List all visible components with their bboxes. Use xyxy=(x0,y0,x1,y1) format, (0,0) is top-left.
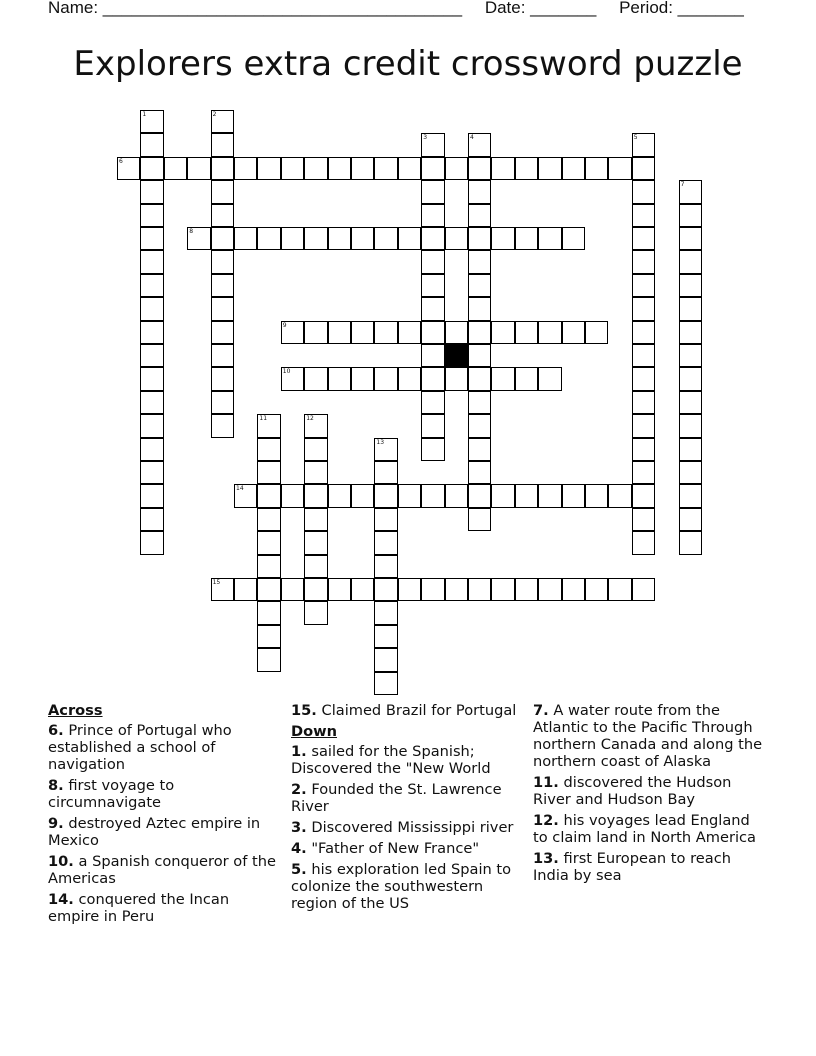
crossword-cell[interactable] xyxy=(538,321,561,344)
crossword-cell[interactable] xyxy=(140,508,163,531)
crossword-cell[interactable] xyxy=(140,438,163,461)
crossword-cell[interactable] xyxy=(257,578,280,601)
crossword-cell[interactable] xyxy=(421,321,444,344)
clue-text: Prince of Portugal who established a school of navigation xyxy=(48,722,232,773)
black-square xyxy=(445,344,468,367)
crossword-cell[interactable] xyxy=(515,367,538,390)
crossword-cell[interactable] xyxy=(632,274,655,297)
crossword-cell[interactable] xyxy=(608,578,631,601)
crossword-cell[interactable] xyxy=(257,157,280,180)
crossword-cell[interactable] xyxy=(140,414,163,437)
crossword-cell[interactable] xyxy=(421,157,444,180)
crossword-cell[interactable] xyxy=(374,555,397,578)
clue-number-label: 8 xyxy=(189,228,194,235)
crossword-cell[interactable] xyxy=(421,578,444,601)
clue-number: 3. xyxy=(291,819,307,836)
crossword-cell[interactable] xyxy=(234,227,257,250)
crossword-cell[interactable] xyxy=(257,531,280,554)
clue-text: Founded the St. Lawrence River xyxy=(291,781,502,815)
crossword-cell[interactable] xyxy=(304,531,327,554)
crossword-cell[interactable] xyxy=(608,484,631,507)
crossword-cell[interactable] xyxy=(562,321,585,344)
clue-text: his exploration led Spain to colonize the southwestern region of the US xyxy=(291,861,512,912)
crossword-cell[interactable] xyxy=(140,531,163,554)
clue-number-label: 7 xyxy=(680,181,685,189)
crossword-cell[interactable] xyxy=(328,321,351,344)
crossword-cell[interactable] xyxy=(140,250,163,273)
clue-down-3 xyxy=(291,819,523,836)
crossword-cell[interactable] xyxy=(468,414,491,437)
crossword-cell[interactable] xyxy=(211,297,234,320)
crossword-cell[interactable] xyxy=(211,367,234,390)
crossword-cell[interactable] xyxy=(632,157,655,180)
clue-number-label: 10 xyxy=(282,368,291,376)
crossword-cell[interactable] xyxy=(257,625,280,648)
clue-number-label: 6 xyxy=(119,157,123,165)
crossword-cell[interactable] xyxy=(632,250,655,273)
crossword-cell[interactable] xyxy=(304,484,327,507)
crossword-cell[interactable] xyxy=(679,414,702,437)
crossword-cell[interactable] xyxy=(632,461,655,484)
crossword-cell[interactable] xyxy=(632,297,655,320)
crossword-cell[interactable] xyxy=(421,180,444,203)
crossword-cell[interactable] xyxy=(562,578,585,601)
crossword-cell[interactable] xyxy=(351,321,374,344)
crossword-cell[interactable] xyxy=(374,227,397,250)
crossword-cell[interactable] xyxy=(281,484,304,507)
clue-number: 10. xyxy=(48,853,74,870)
crossword-cell[interactable] xyxy=(398,227,421,250)
clue-column-3 xyxy=(533,702,765,888)
crossword-cell[interactable] xyxy=(398,578,421,601)
date-field[interactable]: Date: _______ xyxy=(484,0,597,17)
clue-text: Claimed Brazil for Portugal xyxy=(321,702,517,719)
crossword-cell[interactable] xyxy=(632,367,655,390)
crossword-cell[interactable] xyxy=(421,227,444,250)
crossword-cell[interactable] xyxy=(374,531,397,554)
clue-column-1 xyxy=(48,702,280,929)
crossword-cell[interactable] xyxy=(328,227,351,250)
crossword-cell[interactable] xyxy=(421,391,444,414)
crossword-cell[interactable] xyxy=(351,484,374,507)
crossword-cell[interactable] xyxy=(234,578,257,601)
crossword-cell[interactable] xyxy=(140,157,163,180)
crossword-cell[interactable] xyxy=(468,227,491,250)
crossword-cell[interactable] xyxy=(211,250,234,273)
crossword-cell[interactable] xyxy=(679,508,702,531)
crossword-cell[interactable] xyxy=(257,484,280,507)
crossword-cell[interactable] xyxy=(632,180,655,203)
crossword-cell[interactable] xyxy=(562,484,585,507)
crossword-cell[interactable] xyxy=(281,227,304,250)
crossword-cell[interactable] xyxy=(491,157,514,180)
crossword-cell[interactable] xyxy=(538,578,561,601)
crossword-cell[interactable] xyxy=(304,508,327,531)
crossword-cell[interactable] xyxy=(304,367,327,390)
crossword-cell[interactable] xyxy=(257,508,280,531)
crossword-cell[interactable] xyxy=(679,297,702,320)
crossword-cell[interactable] xyxy=(515,157,538,180)
crossword-cell[interactable] xyxy=(374,508,397,531)
crossword-cell[interactable] xyxy=(140,344,163,367)
name-field[interactable]: Name: ______________________________________ xyxy=(48,0,463,17)
clue-across-6 xyxy=(48,722,280,773)
crossword-cell[interactable] xyxy=(468,180,491,203)
crossword-cell[interactable] xyxy=(257,461,280,484)
crossword-cell[interactable] xyxy=(468,344,491,367)
crossword-cell[interactable] xyxy=(211,414,234,437)
crossword-cell[interactable] xyxy=(421,297,444,320)
crossword-cell[interactable] xyxy=(632,438,655,461)
crossword-cell[interactable] xyxy=(351,157,374,180)
crossword-cell[interactable] xyxy=(164,157,187,180)
crossword-cell[interactable] xyxy=(679,274,702,297)
crossword-cell[interactable] xyxy=(468,461,491,484)
crossword-cell[interactable] xyxy=(211,227,234,250)
crossword-cell[interactable] xyxy=(281,578,304,601)
crossword-cell[interactable] xyxy=(304,157,327,180)
crossword-cell[interactable] xyxy=(538,484,561,507)
crossword-cell[interactable] xyxy=(140,274,163,297)
crossword-cell[interactable] xyxy=(468,250,491,273)
down-heading: Down xyxy=(291,723,338,740)
clue-text: A water route from the Atlantic to the Pacific Through northern Canada and along the northern coast of Alaska xyxy=(533,702,763,770)
clue-down-11 xyxy=(533,774,765,808)
crossword-cell[interactable] xyxy=(257,555,280,578)
crossword-cell[interactable] xyxy=(445,227,468,250)
crossword-cell[interactable] xyxy=(140,484,163,507)
crossword-cell[interactable] xyxy=(257,601,280,624)
clue-down-4 xyxy=(291,840,523,857)
clue-down-7 xyxy=(533,702,765,770)
crossword-cell[interactable] xyxy=(398,484,421,507)
crossword-cell[interactable] xyxy=(632,414,655,437)
crossword-cell[interactable] xyxy=(304,227,327,250)
crossword-cell[interactable] xyxy=(632,578,655,601)
crossword-cell[interactable] xyxy=(468,367,491,390)
crossword-cell[interactable] xyxy=(234,157,257,180)
crossword-cell[interactable] xyxy=(679,367,702,390)
crossword-cell[interactable] xyxy=(421,438,444,461)
crossword-cell[interactable] xyxy=(257,648,280,671)
crossword-cell[interactable] xyxy=(468,391,491,414)
crossword-cell[interactable] xyxy=(468,508,491,531)
crossword-cell[interactable] xyxy=(468,274,491,297)
crossword-cell[interactable] xyxy=(328,578,351,601)
across-heading: Across xyxy=(48,702,103,719)
clue-number: 15. xyxy=(291,702,317,719)
clue-across-10 xyxy=(48,853,280,887)
crossword-cell[interactable] xyxy=(515,578,538,601)
clue-text: Discovered Mississippi river xyxy=(311,819,514,836)
crossword-cell[interactable] xyxy=(468,321,491,344)
clue-number: 5. xyxy=(291,861,307,878)
crossword-cell[interactable] xyxy=(421,274,444,297)
crossword-cell[interactable] xyxy=(585,157,608,180)
clue-number-label: 9 xyxy=(282,321,287,329)
crossword-cell[interactable] xyxy=(468,484,491,507)
crossword-cell[interactable] xyxy=(679,484,702,507)
crossword-cell[interactable] xyxy=(445,321,468,344)
crossword-cell[interactable] xyxy=(515,321,538,344)
clue-number: 14. xyxy=(48,891,74,908)
crossword-cell[interactable] xyxy=(491,484,514,507)
crossword-cell[interactable] xyxy=(585,578,608,601)
clue-text: sailed for the Spanish; Discovered the "New World xyxy=(291,743,491,777)
clue-number: 2. xyxy=(291,781,307,798)
crossword-cell[interactable] xyxy=(632,344,655,367)
clue-number: 6. xyxy=(48,722,64,739)
clue-across-15 xyxy=(291,702,523,719)
clue-number: 9. xyxy=(48,815,64,832)
crossword-cell[interactable] xyxy=(585,321,608,344)
clue-number-label: 1 xyxy=(142,111,147,118)
crossword-cell[interactable] xyxy=(304,321,327,344)
crossword-cell[interactable] xyxy=(445,367,468,390)
clue-text: destroyed Aztec empire in Mexico xyxy=(48,815,261,849)
crossword-cell[interactable] xyxy=(211,180,234,203)
crossword-cell[interactable] xyxy=(328,367,351,390)
crossword-cell[interactable] xyxy=(374,578,397,601)
crossword-cell[interactable] xyxy=(374,461,397,484)
crossword-cell[interactable] xyxy=(421,204,444,227)
crossword-cell[interactable] xyxy=(632,227,655,250)
crossword-cell[interactable] xyxy=(351,227,374,250)
crossword-cell[interactable] xyxy=(351,367,374,390)
crossword-cell[interactable] xyxy=(257,227,280,250)
crossword-cell[interactable] xyxy=(257,438,280,461)
clue-text: first voyage to circumnavigate xyxy=(48,777,175,811)
crossword-cell[interactable] xyxy=(374,321,397,344)
crossword-cell[interactable] xyxy=(538,227,561,250)
crossword-cell[interactable] xyxy=(374,672,397,695)
crossword-cell[interactable] xyxy=(398,157,421,180)
clue-number-label: 11 xyxy=(259,415,268,423)
crossword-cell[interactable] xyxy=(445,157,468,180)
crossword-cell[interactable] xyxy=(398,367,421,390)
crossword-cell[interactable] xyxy=(211,204,234,227)
crossword-cell[interactable] xyxy=(679,344,702,367)
clue-number-label: 2 xyxy=(212,111,217,118)
crossword-cell[interactable] xyxy=(632,508,655,531)
clue-text: a Spanish conqueror of the Americas xyxy=(48,853,276,887)
crossword-cell[interactable] xyxy=(538,157,561,180)
crossword-cell[interactable] xyxy=(608,157,631,180)
crossword-cell[interactable] xyxy=(211,321,234,344)
crossword-cell[interactable] xyxy=(140,391,163,414)
clue-number: 11. xyxy=(533,774,559,791)
crossword-cell[interactable] xyxy=(632,484,655,507)
crossword-cell[interactable] xyxy=(632,321,655,344)
crossword-cell[interactable] xyxy=(211,157,234,180)
crossword-cell[interactable] xyxy=(491,227,514,250)
clue-text: his voyages lead England to claim land in North America xyxy=(533,812,756,846)
crossword-cell[interactable] xyxy=(515,484,538,507)
clue-down-5 xyxy=(291,861,523,912)
crossword-cell[interactable] xyxy=(491,367,514,390)
clue-number: 13. xyxy=(533,850,559,867)
crossword-cell[interactable] xyxy=(491,321,514,344)
crossword-cell[interactable] xyxy=(211,344,234,367)
crossword-cell[interactable] xyxy=(374,625,397,648)
crossword-cell[interactable] xyxy=(679,250,702,273)
crossword-cell[interactable] xyxy=(445,484,468,507)
crossword-cell[interactable] xyxy=(211,391,234,414)
crossword-cell[interactable] xyxy=(468,157,491,180)
crossword-cell[interactable] xyxy=(679,391,702,414)
clue-across-8 xyxy=(48,777,280,811)
clue-number: 1. xyxy=(291,743,307,760)
clue-number-label: 3 xyxy=(423,134,428,142)
crossword-cell[interactable] xyxy=(351,578,374,601)
clue-text: discovered the Hudson River and Hudson Bay xyxy=(533,774,732,808)
crossword-cell[interactable] xyxy=(140,204,163,227)
crossword-cell[interactable] xyxy=(468,297,491,320)
clue-across-14 xyxy=(48,891,280,925)
crossword-cell[interactable] xyxy=(679,438,702,461)
crossword-cell[interactable] xyxy=(421,484,444,507)
clue-down-1 xyxy=(291,743,523,777)
crossword-cell[interactable] xyxy=(140,367,163,390)
crossword-cell[interactable] xyxy=(140,321,163,344)
crossword-cell[interactable] xyxy=(679,531,702,554)
crossword-cell[interactable] xyxy=(328,484,351,507)
crossword-cell[interactable] xyxy=(304,438,327,461)
crossword-cell[interactable] xyxy=(468,204,491,227)
crossword-cell[interactable] xyxy=(421,344,444,367)
crossword-cell[interactable] xyxy=(374,648,397,671)
clue-down-12 xyxy=(533,812,765,846)
page-title: Explorers extra credit crossword puzzle xyxy=(73,44,743,84)
crossword-cell[interactable] xyxy=(328,157,351,180)
crossword-cell[interactable] xyxy=(304,601,327,624)
crossword-cell[interactable] xyxy=(140,180,163,203)
crossword-cell[interactable] xyxy=(468,578,491,601)
clue-number-label: 14 xyxy=(236,485,244,493)
crossword-cell[interactable] xyxy=(140,461,163,484)
clue-number-label: 15 xyxy=(212,579,221,586)
clue-number-label: 12 xyxy=(306,415,314,423)
crossword-cell[interactable] xyxy=(304,578,327,601)
crossword-cell[interactable] xyxy=(562,157,585,180)
clue-text: conquered the Incan empire in Peru xyxy=(48,891,230,925)
crossword-cell[interactable] xyxy=(374,484,397,507)
crossword-cell[interactable] xyxy=(421,414,444,437)
clue-down-2 xyxy=(291,781,523,815)
clue-across-9 xyxy=(48,815,280,849)
crossword-cell[interactable] xyxy=(562,227,585,250)
clue-down-13 xyxy=(533,850,765,884)
crossword-cell[interactable] xyxy=(211,133,234,156)
crossword-cell[interactable] xyxy=(140,133,163,156)
period-field[interactable]: Period: _______ xyxy=(619,0,744,17)
clue-text: first European to reach India by sea xyxy=(533,850,731,884)
crossword-cell[interactable] xyxy=(538,367,561,390)
crossword-cell[interactable] xyxy=(140,297,163,320)
crossword-cell[interactable] xyxy=(632,204,655,227)
crossword-cell[interactable] xyxy=(679,227,702,250)
crossword-cell[interactable] xyxy=(421,367,444,390)
crossword-cell[interactable] xyxy=(491,578,514,601)
crossword-cell[interactable] xyxy=(421,250,444,273)
crossword-cell[interactable] xyxy=(398,321,421,344)
clue-number: 12. xyxy=(533,812,559,829)
clue-number: 7. xyxy=(533,702,549,719)
crossword-cell[interactable] xyxy=(679,204,702,227)
crossword-cell[interactable] xyxy=(374,367,397,390)
clue-number: 8. xyxy=(48,777,64,794)
clue-column-2 xyxy=(291,702,523,916)
crossword-cell[interactable] xyxy=(304,461,327,484)
crossword-cell[interactable] xyxy=(140,227,163,250)
crossword-cell[interactable] xyxy=(632,391,655,414)
crossword-cell[interactable] xyxy=(445,578,468,601)
crossword-cell[interactable] xyxy=(679,461,702,484)
crossword-cell[interactable] xyxy=(632,531,655,554)
clue-number-label: 4 xyxy=(470,134,474,142)
clue-number-label: 5 xyxy=(633,134,638,142)
crossword-cell[interactable] xyxy=(281,157,304,180)
clue-text: "Father of New France" xyxy=(311,840,480,857)
crossword-cell[interactable] xyxy=(187,157,210,180)
crossword-cell[interactable] xyxy=(211,274,234,297)
crossword-cell[interactable] xyxy=(374,157,397,180)
crossword-cell[interactable] xyxy=(374,601,397,624)
crossword-cell[interactable] xyxy=(304,555,327,578)
clue-number-label: 13 xyxy=(376,438,385,446)
crossword-cell[interactable] xyxy=(515,227,538,250)
crossword-cell[interactable] xyxy=(468,438,491,461)
crossword-cell[interactable] xyxy=(585,484,608,507)
crossword-cell[interactable] xyxy=(679,321,702,344)
clue-number: 4. xyxy=(291,840,307,857)
